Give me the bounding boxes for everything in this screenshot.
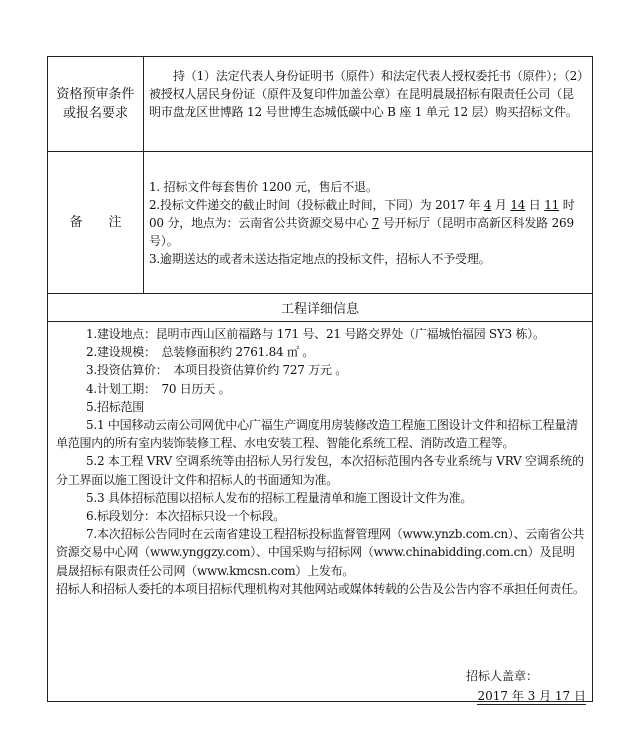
- remark-2: [149, 196, 584, 250]
- detail-item-2: 2.建设规模： 总装修面积约 2761.84 ㎡ 。: [86, 345, 315, 360]
- qualification-content: 持（1）法定代表人身份证明书（原件）和法定代表人授权委托书（原件）；（2）被授权人居民身份证（原件及复印件加盖公章）在昆明晨晟招标有限责任公司（昆明市盘龙区世博路 12 号世博生态城低碳中心 B 座 1 单元 12 层）购买招标文件。: [149, 69, 583, 119]
- remark-2-d: 时 00 分，地点为：云南省公共资源交易中心: [149, 198, 575, 230]
- detail-item-5-1: 5.1 中国移动云南公司网优中心广福生产调度用房装修改造工程施工图设计文件和招标工程量清单范围内的所有室内装饰装修工程、水电安装工程、智能化系统工程、消防改造工程等。: [56, 418, 578, 451]
- deadline-month: 4: [483, 198, 492, 212]
- seal-label: 招标人盖章：: [465, 669, 538, 683]
- remark-2-b: 月: [491, 198, 511, 212]
- detail-item-5-2: 5.2 本工程 VRV 空调系统等由招标人另行发包，本次招标范围内各专业系统与 VRV 空调系统的分工界面以施工图设计文件和招标人的书面通知为准。: [56, 454, 584, 487]
- qualification-label: [48, 85, 143, 123]
- remark-1: 1. 招标文件每套售价 1200 元，售后不退。: [149, 180, 378, 194]
- detail-item-4: 4.计划工期： 70 日历天 。: [86, 381, 231, 396]
- remark-2-c: 日: [525, 198, 545, 212]
- remark-2-a: 2.投标文件递交的截止时间（投标截止时间，下同）为 2017 年: [149, 198, 484, 212]
- remarks-label: 备 注: [69, 215, 122, 230]
- remark-3: 3.逾期送达的或者未送达指定地点的投标文件，招标人不予受理。: [149, 252, 491, 266]
- hall-number: 7: [371, 216, 380, 230]
- detail-item-3: 3.投资估算价： 本项目投资估算价约 727 万元 。: [86, 363, 348, 378]
- remarks-content: [149, 178, 584, 268]
- qualification-label-line1: 资格预审条件: [56, 87, 135, 102]
- info-table: [47, 56, 593, 702]
- notice-date: 2017 年 3 月 17 日: [477, 689, 586, 703]
- deadline-hour: 11: [544, 198, 560, 212]
- row-divider-1: [48, 151, 592, 152]
- remark-2-e: 号开标厅（昆明市高新区科发路 269 号）。: [149, 216, 574, 248]
- details-title: 工程详细信息: [280, 302, 359, 317]
- row-divider-2: [48, 293, 592, 294]
- detail-item-5: 5.招标范围: [86, 399, 144, 414]
- qualification-label-line2: 或报名要求: [62, 106, 128, 121]
- column-divider: [143, 57, 144, 293]
- detail-item-6: 6.标段划分：本次招标只设一个标段。: [86, 509, 285, 524]
- details-body: [56, 325, 586, 598]
- detail-item-1: 1.建设地点：昆明市西山区前福路与 171 号、21 号路交界处（广福城怡福园 SY3 栋）。: [86, 327, 545, 341]
- detail-item-7: 7.本次招标公告同时在云南省建设工程招标投标监督管理网（www.ynzb.com.cn）、云南省公共资源交易中心网（www.ynggzy.com）、中国采购与招标网（www.chinabidding.com.cn）及昆明晨晟招标有限责任公司网（www.kmcsn.com）上发布。: [56, 527, 585, 578]
- row-divider-3: [48, 321, 592, 322]
- detail-item-5-3: 5.3 具体招标范围以招标人发布的招标工程量清单和施工图设计文件为准。: [86, 490, 473, 505]
- deadline-day: 14: [510, 198, 526, 212]
- disclaimer: 招标人和招标人委托的本项目招标代理机构对其他网站或媒体转载的公告及公告内容不承担任何责任。: [56, 581, 585, 596]
